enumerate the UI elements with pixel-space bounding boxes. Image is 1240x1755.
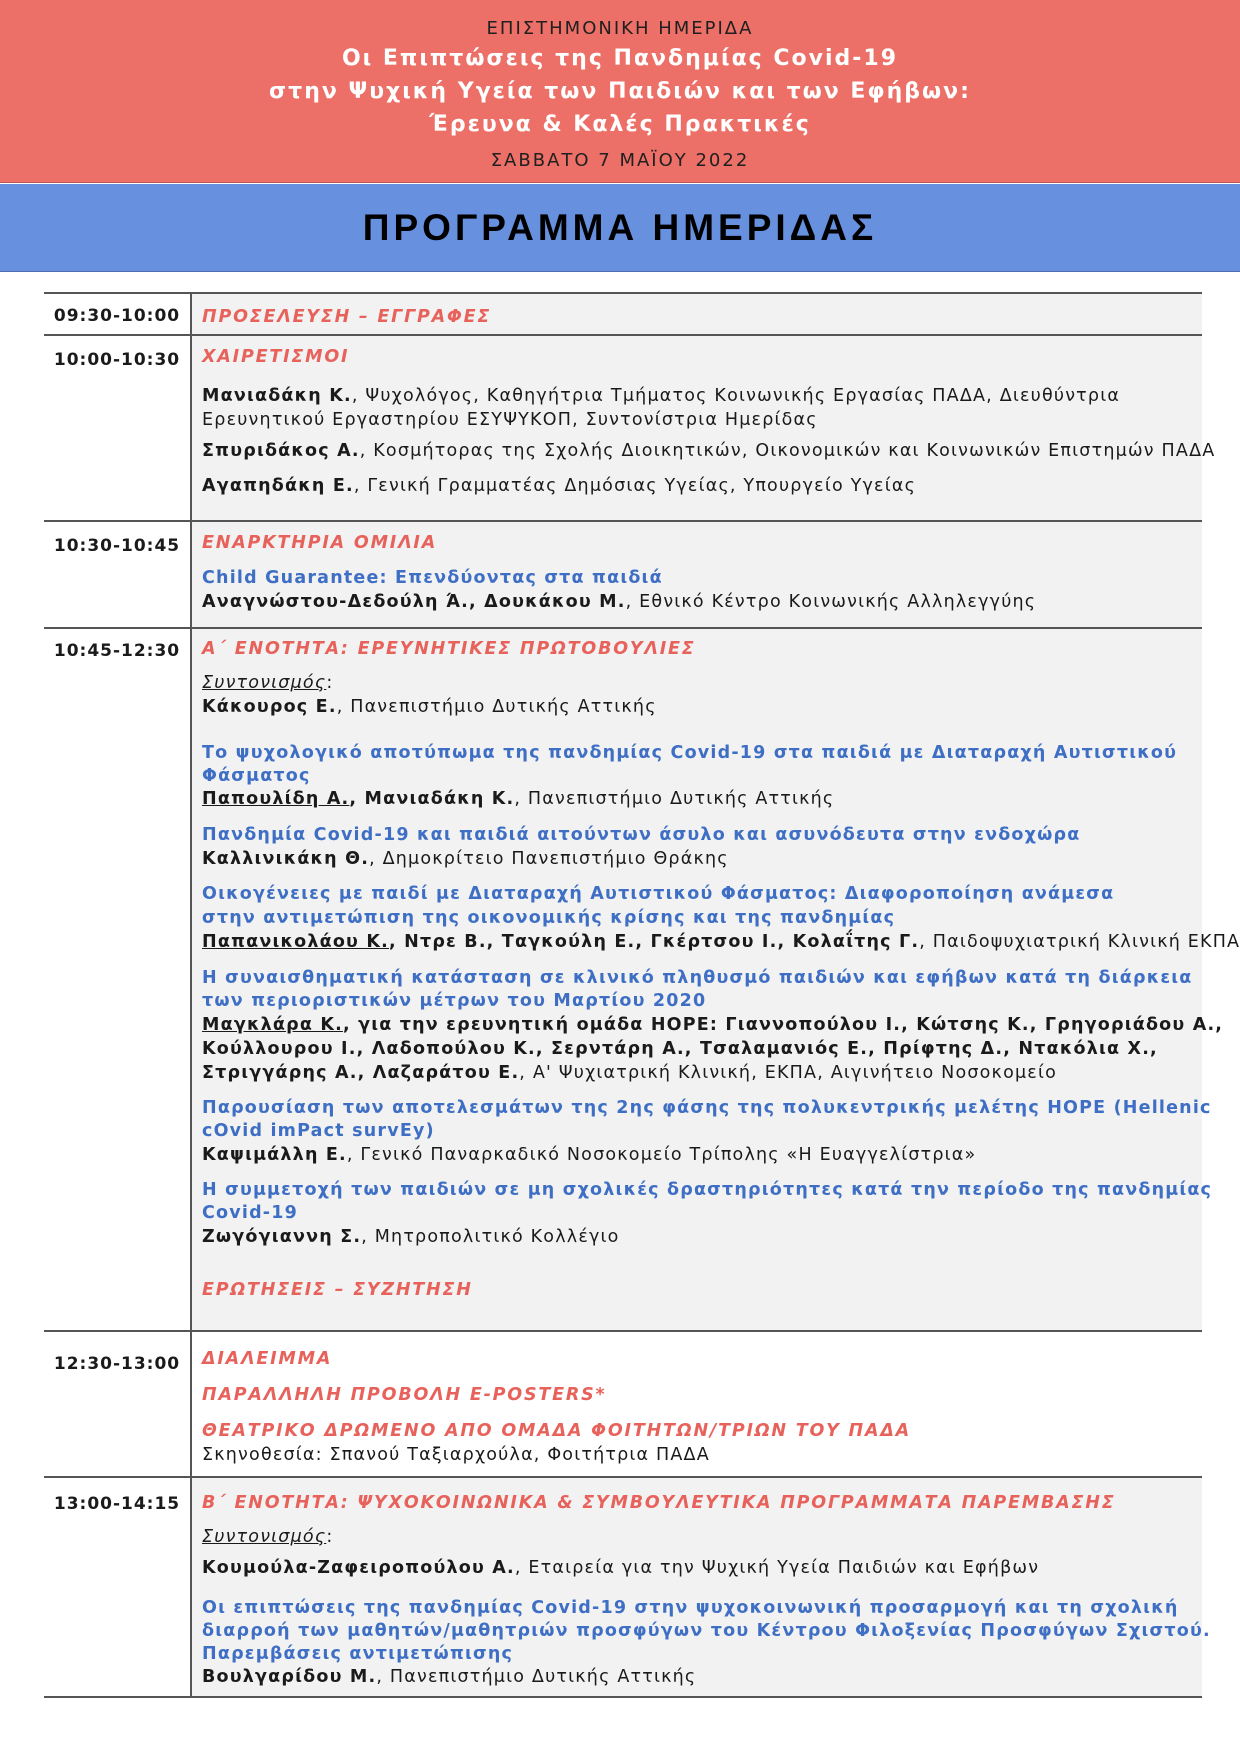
table-bottom-border [44, 1696, 1202, 1698]
talk-title: Οικογένειες με παιδί με Διαταραχή Αυτιστικού Φάσματος: Διαφοροποίηση ανάμεσα [202, 884, 1115, 904]
author-affiliation: , Πανεπιστήμιο Δυτικής Αττικής [514, 789, 835, 809]
coordination-label: Συντονισμός: [202, 1527, 334, 1547]
talk-authors: Παπανικολάου Κ., Ντρε Β., Ταγκούλη Ε., Γκέρτσου Ι., Κολαΐτης Γ., Παιδοψυχιατρική Κλινική ΕΚΠΑ [202, 932, 1240, 952]
talk-authors [202, 848, 729, 870]
event-header-banner [0, 0, 1240, 183]
coordinator-line [202, 696, 657, 718]
author-names: Αναγνώστου-Δεδούλη Ά., Δουκάκου Μ. [202, 592, 626, 612]
event-type: ΕΠΙΣΤΗΜΟΝΙΚΗ ΗΜΕΡΙΔΑ [486, 18, 754, 39]
direction-credit: Σκηνοθεσία: Σπανού Ταξιαρχούλα, Φοιτήτρια ΠΑΔΑ [202, 1445, 710, 1465]
presenting-author: Παπανικολάου Κ. [202, 932, 389, 952]
talk-title-continued: στην αντιμετώπιση της οικονομικής κρίσης και της πανδημίας [202, 908, 896, 928]
speaker-role: , Κοσμήτορας της Σχολής Διοικητικών, Οικονομικών και Κοινωνικών Επιστημών ΠΑΔΑ [359, 441, 1216, 461]
talk-authors [202, 1144, 976, 1166]
presenting-author: Παπουλίδη Α. [202, 789, 350, 809]
speaker-name: Αγαπηδάκη Ε. [202, 476, 354, 496]
author-affiliation: , Μητροπολιτικό Κολλέγιο [361, 1227, 620, 1247]
program-row [44, 1330, 1202, 1476]
section-title: ΘΕΑΤΡΙΚΟ ΔΡΩΜΕΝΟ ΑΠΟ ΟΜΑΔΑ ΦΟΙΤΗΤΩΝ/ΤΡΙΩΝ ΤΟΥ ΠΑΔΑ [202, 1421, 912, 1441]
talk-title: Child Guarantee: Επενδύοντας στα παιδιά [202, 568, 663, 588]
speaker-name: Μανιαδάκη Κ. [202, 386, 352, 406]
talk-authors: Μαγκλάρα Κ., για την ερευνητική ομάδα HOPE: Γιαννοπούλου Ι., Κώτσης Κ., Γρηγοριάδου Α., [202, 1015, 1224, 1035]
talk-authors [202, 1226, 620, 1248]
presenting-author: Μαγκλάρα Κ. [202, 1015, 343, 1035]
program-row [44, 520, 1202, 627]
section-title: ΧΑΙΡΕΤΙΣΜΟΙ [202, 347, 350, 367]
talk-title: Πανδημία Covid-19 και παιδιά αιτούντων άσυλο και ασυνόδευτα στην ενδοχώρα [202, 825, 1081, 845]
talk-authors: Παπουλίδη Α., Μανιαδάκη Κ., Πανεπιστήμιο Δυτικής Αττικής [202, 789, 835, 809]
row-time: 13:00-14:15 [44, 1478, 192, 1696]
section-title: ΠΡΟΣΕΛΕΥΣΗ – ΕΓΓΡΑΦΕΣ [202, 307, 492, 327]
talk-title-continued: Φάσματος [202, 766, 311, 786]
program-row [44, 627, 1240, 1330]
speaker-line [202, 475, 916, 497]
author-names: Καλλινικάκη Θ. [202, 849, 370, 869]
author-names: Ζωγόγιαννη Σ. [202, 1227, 362, 1247]
speaker-role: , Ψυχολόγος, Καθηγήτρια Τμήματος Κοινωνικής Εργασίας ΠΑΔΑ, Διευθύντρια [351, 386, 1121, 406]
row-time: 10:45-12:30 [44, 629, 192, 1330]
row-time: 12:30-13:00 [44, 1332, 192, 1476]
qa-session-title: ΕΡΩΤΗΣΕΙΣ – ΣΥΖΗΤΗΣΗ [202, 1280, 473, 1300]
author-names: Καψιμάλλη Ε. [202, 1145, 347, 1165]
talk-title-continued: Covid-19 [202, 1203, 299, 1223]
row-time: 09:30-10:00 [44, 294, 192, 334]
program-title: ΠΡΟΓΡΑΜΜΑ ΗΜΕΡΙΔΑΣ [362, 207, 878, 248]
coordinator-name: Κάκουρος Ε. [202, 697, 337, 717]
talk-title-continued: των περιοριστικών μέτρων του Μαρτίου 2020 [202, 991, 707, 1011]
talk-authors [202, 1666, 696, 1688]
row-time: 10:00-10:30 [44, 336, 192, 520]
section-title: Β΄ ΕΝΟΤΗΤΑ: ΨΥΧΟΚΟΙΝΩΝΙΚΑ & ΣΥΜΒΟΥΛΕΥΤΙΚΑ ΠΡΟΓΡΑΜΜΑΤΑ ΠΑΡΕΜΒΑΣΗΣ [202, 1493, 1116, 1513]
row-content [192, 294, 1202, 334]
author-affiliation: , Γενικό Παναρκαδικό Νοσοκομείο Τρίπολης «Η Ευαγγελίστρια» [346, 1145, 977, 1165]
row-content [192, 1478, 1211, 1696]
coordinator-affiliation: , Πανεπιστήμιο Δυτικής Αττικής [336, 697, 657, 717]
speaker-line [202, 385, 1120, 407]
event-title-line-3: Έρευνα & Καλές Πρακτικές [429, 112, 811, 137]
talk-authors [202, 591, 1036, 613]
section-title: ΕΝΑΡΚΤΗΡΙΑ ΟΜΙΛΙΑ [202, 533, 438, 553]
row-content [192, 629, 1240, 1330]
talk-title-continued: cOvid imPact survEy) [202, 1121, 435, 1141]
talk-title: Η συμμετοχή των παιδιών σε μη σχολικές δραστηριότητες κατά την περίοδο της πανδημίας [202, 1180, 1213, 1200]
row-content [192, 522, 1202, 627]
talk-title: Παρουσίαση των αποτελεσμάτων της 2ης φάσης της πολυκεντρικής μελέτης HOPE (Hellenic [202, 1098, 1212, 1118]
event-title-line-1: Οι Επιπτώσεις της Πανδημίας Covid-19 [341, 46, 899, 71]
program-row [44, 1476, 1211, 1696]
author-affiliation: , Εθνικό Κέντρο Κοινωνικής Αλληλεγγύης [625, 592, 1037, 612]
section-title: ΠΑΡΑΛΛΗΛΗ ΠΡΟΒΟΛΗ E-POSTERS* [202, 1385, 607, 1405]
program-title-banner [0, 184, 1240, 272]
author-affiliation: , Παιδοψυχιατρική Κλινική ΕΚΠΑ [919, 932, 1240, 952]
talk-title-continued: Παρεμβάσεις αντιμετώπισης [202, 1644, 514, 1664]
section-title: ΔΙΑΛΕΙΜΜΑ [202, 1349, 333, 1369]
speaker-role-continued: Ερευνητικού Εργαστηρίου ΕΣΥΨΥΚΟΠ, Συντονίστρια Ημερίδας [202, 410, 818, 430]
talk-title-continued: διαρροή των μαθητών/μαθητριών προσφύγων του Κέντρου Φιλοξενίας Προσφύγων Σχιστού. [202, 1621, 1211, 1641]
speaker-role: , Γενική Γραμματέας Δημόσιας Υγείας, Υπουργείο Υγείας [353, 476, 917, 496]
author-affiliation: , Πανεπιστήμιο Δυτικής Αττικής [376, 1667, 697, 1687]
program-row [44, 292, 1202, 334]
author-affiliation: , Δημοκρίτειο Πανεπιστήμιο Θράκης [369, 849, 729, 869]
speaker-name: Σπυριδάκος Α. [202, 441, 360, 461]
talk-title: Το ψυχολογικό αποτύπωμα της πανδημίας Covid-19 στα παιδιά με Διαταραχή Αυτιστικού [202, 743, 1178, 763]
program-row [44, 334, 1216, 520]
section-title: Α΄ ΕΝΟΤΗΤΑ: ΕΡΕΥΝΗΤΙΚΕΣ ΠΡΩΤΟΒΟΥΛΙΕΣ [202, 639, 696, 659]
author-names: Βουλγαρίδου Μ. [202, 1667, 377, 1687]
talk-title: Η συναισθηματική κατάσταση σε κλινικό πληθυσμό παιδιών και εφήβων κατά τη διάρκεια [202, 968, 1193, 988]
row-content [192, 336, 1216, 520]
talk-title: Οι επιπτώσεις της πανδημίας Covid-19 στην ψυχοκοινωνική προσαρμογή και τη σχολική [202, 1598, 1179, 1618]
row-content [192, 1332, 1202, 1476]
event-title-line-2: στην Ψυχική Υγεία των Παιδιών και των Εφήβων: [269, 79, 971, 104]
coordinator-name: Κουμούλα-Ζαφειροπούλου Α. [202, 1558, 515, 1578]
event-date: ΣΑΒΒΑΤΟ 7 ΜΑΪΟΥ 2022 [490, 150, 750, 171]
talk-authors-continued: Στριγγάρης Α., Λαζαράτου Ε., Α' Ψυχιατρική Κλινική, ΕΚΠΑ, Αιγινήτειο Νοσοκομείο [202, 1063, 1057, 1083]
author-affiliation: , Α' Ψυχιατρική Κλινική, ΕΚΠΑ, Αιγινήτειο Νοσοκομείο [519, 1063, 1057, 1083]
coordination-label: Συντονισμός: [202, 673, 334, 693]
speaker-line [202, 440, 1215, 462]
coordinator-affiliation: , Εταιρεία για την Ψυχική Υγεία Παιδιών και Εφήβων [514, 1558, 1040, 1578]
talk-authors-continued: Κούλλουρου Ι., Λαδοπούλου Κ., Σερντάρη Α., Τσαλαμανιός Ε., Πρίφτης Δ., Ντακόλια Χ., [202, 1039, 1158, 1059]
row-time: 10:30-10:45 [44, 522, 192, 627]
coordinator-line [202, 1557, 1039, 1579]
